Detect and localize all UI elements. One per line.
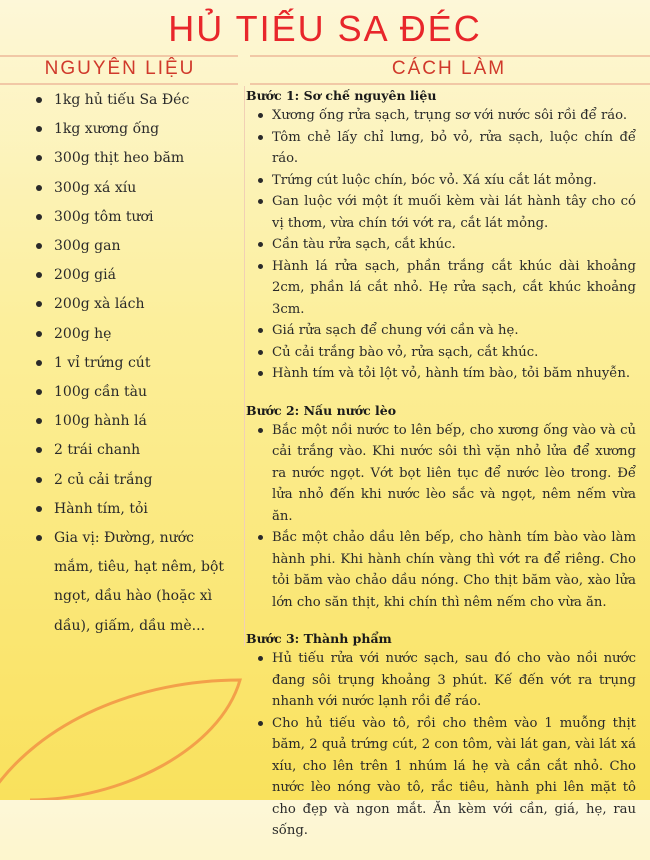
step-list <box>246 648 636 842</box>
step-list <box>246 420 636 614</box>
ingredient-item: 200g giá <box>32 261 237 290</box>
step-section-3 <box>246 631 636 842</box>
ingredient-item: Gia vị: Đường, nước mắm, tiêu, hạt nêm, bột ngọt, dầu hào (hoặc xì dầu), giấm, dầu mè... <box>32 524 237 641</box>
ingredients-header: NGUYÊN LIỆU <box>44 58 196 79</box>
column-divider <box>244 86 245 646</box>
page-title: HỦ TIẾU SA ĐÉC <box>168 8 482 49</box>
step-section-1 <box>246 88 636 385</box>
leaf-decoration-icon <box>0 660 260 800</box>
step-heading: Bước 1: Sơ chế nguyên liệu <box>246 88 437 103</box>
ingredients-list <box>32 86 237 641</box>
ingredient-item: 200g hẹ <box>32 320 237 349</box>
ingredient-item: 300g thịt heo băm <box>32 144 237 173</box>
step-instruction: Gan luộc với một ít muối kèm vài lát hành tây cho có vị thơm, vừa chín tới vớt ra, cắt lát mỏng. <box>246 191 636 234</box>
header-rule-top-right <box>250 55 650 57</box>
header-rule-top-left <box>0 55 238 57</box>
ingredient-item: 1kg xương ống <box>32 115 237 144</box>
step-instruction: Cần tàu rửa sạch, cắt khúc. <box>246 234 636 256</box>
step-instruction: Giá rửa sạch để chung với cần và hẹ. <box>246 320 636 342</box>
header-rule-bottom-right <box>250 83 650 85</box>
ingredient-item: 300g tôm tươi <box>32 203 237 232</box>
ingredient-item: 300g gan <box>32 232 237 261</box>
step-instruction: Củ cải trắng bào vỏ, rửa sạch, cắt khúc. <box>246 342 636 364</box>
ingredient-item: 1 vỉ trứng cút <box>32 349 237 378</box>
ingredient-item: 2 củ cải trắng <box>32 466 237 495</box>
step-instruction: Trứng cút luộc chín, bóc vỏ. Xá xíu cắt lát mỏng. <box>246 170 636 192</box>
header-rule-bottom-left <box>0 83 238 85</box>
step-instruction: Xương ống rửa sạch, trụng sơ với nước sôi rồi để ráo. <box>246 105 636 127</box>
step-instruction: Hủ tiếu rửa với nước sạch, sau đó cho vào nồi nước đang sôi trụng khoảng 3 phút. Kế đến vớt ra trụng nhanh với nước lạnh rồi để ráo. <box>246 648 636 713</box>
step-instruction: Bắc một chảo dầu lên bếp, cho hành tím bào vào làm hành phi. Khi hành chín vàng thì vớt ra để riêng. Cho tỏi băm vào chảo dầu nóng. Cho thịt băm vào, xào lửa lớn cho săn thịt, khi chín thì nêm nếm cho vừa ăn. <box>246 527 636 613</box>
step-instruction: Cho hủ tiếu vào tô, rồi cho thêm vào 1 muỗng thịt băm, 2 quả trứng cút, 2 con tôm, vài lát gan, vài lát xá xíu, cho lên trên 1 nhúm lá hẹ và cần cắt nhỏ. Cho nước lèo nóng vào tô, rắc tiêu, hành phi lên mặt tô cho đẹp và ngon mắt. Ăn kèm với cần, giá, hẹ, rau sống. <box>246 713 636 842</box>
ingredient-item: 200g xà lách <box>32 290 237 319</box>
step-instruction: Bắc một nồi nước to lên bếp, cho xương ống vào và củ cải trắng vào. Khi nước sôi thì vặn nhỏ lửa để xương ra nước ngọt. Vớt bọt liên tục để nước lèo trong. Để lửa nhỏ đến khi nước lèo sắc và ngọt, nêm nếm vừa ăn. <box>246 420 636 528</box>
ingredient-item: Hành tím, tỏi <box>32 495 237 524</box>
ingredient-item: 100g hành lá <box>32 407 237 436</box>
method-header: CÁCH LÀM <box>391 58 507 79</box>
ingredient-item: 2 trái chanh <box>32 436 237 465</box>
step-heading: Bước 2: Nấu nước lèo <box>246 402 397 418</box>
ingredient-item: 100g cần tàu <box>32 378 237 407</box>
step-instruction: Hành lá rửa sạch, phần trắng cắt khúc dài khoảng 2cm, phần lá cắt nhỏ. Hẹ rửa sạch, cắt khúc khoảng 3cm. <box>246 256 636 321</box>
step-instruction: Tôm chẻ lấy chỉ lưng, bỏ vỏ, rửa sạch, luộc chín để ráo. <box>246 127 636 170</box>
step-heading: Bước 3: Thành phẩm <box>246 631 392 646</box>
ingredient-item: 1kg hủ tiếu Sa Đéc <box>32 86 237 115</box>
step-instruction: Hành tím và tỏi lột vỏ, hành tím bào, tỏi băm nhuyễn. <box>246 363 636 385</box>
step-section-2 <box>246 403 636 614</box>
step-list <box>246 105 636 385</box>
method-steps <box>246 88 636 860</box>
ingredient-item: 300g xá xíu <box>32 174 237 203</box>
